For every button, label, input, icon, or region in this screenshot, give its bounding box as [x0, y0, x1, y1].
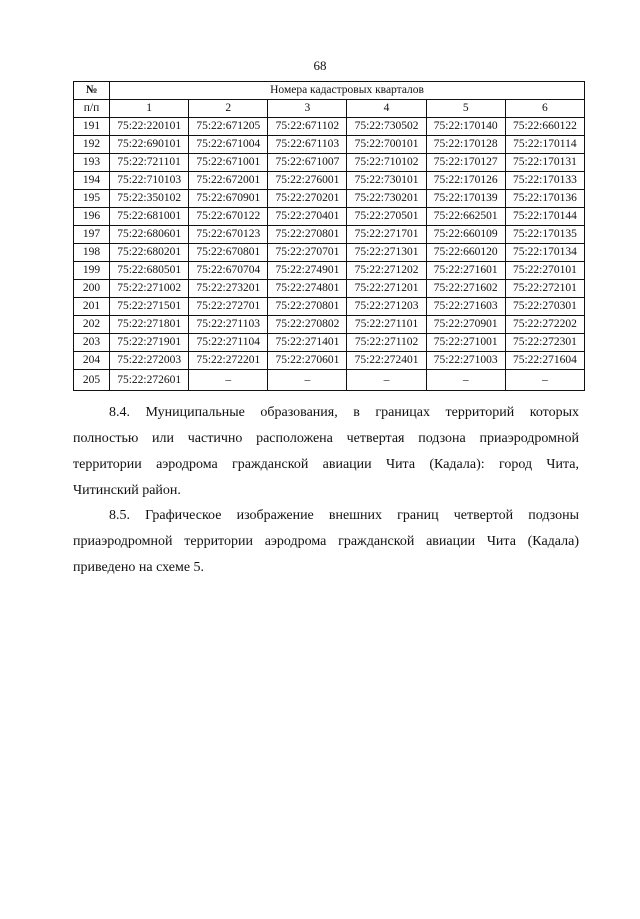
table-cell: 75:22:272201 [189, 352, 268, 370]
table-cell: 75:22:271401 [268, 334, 347, 352]
table-row [74, 298, 585, 316]
row-number: 197 [74, 226, 110, 244]
table-cell: 75:22:270701 [268, 244, 347, 262]
table-cell: 75:22:680601 [110, 226, 189, 244]
table-cell: 75:22:272003 [110, 352, 189, 370]
table-cell: 75:22:271603 [426, 298, 505, 316]
table-cell: 75:22:270501 [347, 208, 426, 226]
table-cell: 75:22:670122 [189, 208, 268, 226]
paragraph-line: приаэродромной территории аэродрома гражданской авиации Чита (Кадала) [73, 534, 579, 549]
table-cell: 75:22:680501 [110, 262, 189, 280]
row-number: 199 [74, 262, 110, 280]
table-cell: 75:22:271801 [110, 316, 189, 334]
table-cell: 75:22:220101 [110, 118, 189, 136]
table-cell: 75:22:671004 [189, 136, 268, 154]
table-cell: 75:22:671205 [189, 118, 268, 136]
paragraph-line: Читинский район. [73, 483, 181, 498]
column-number: 4 [347, 100, 426, 118]
table-cell: – [189, 370, 268, 391]
table-cell: 75:22:690101 [110, 136, 189, 154]
table-cell: 75:22:730201 [347, 190, 426, 208]
table-row [74, 208, 585, 226]
table-cell: 75:22:681001 [110, 208, 189, 226]
table-cell: 75:22:271102 [347, 334, 426, 352]
row-number: 196 [74, 208, 110, 226]
table-cell: 75:22:670704 [189, 262, 268, 280]
table-row [74, 370, 585, 391]
table-cell: 75:22:273201 [189, 280, 268, 298]
table-cell: 75:22:170128 [426, 136, 505, 154]
table-row [74, 136, 585, 154]
paragraph-line: 8.4. Муниципальные образования, в границах территорий которых [109, 405, 579, 420]
table-row [74, 190, 585, 208]
page-number: 68 [313, 58, 327, 73]
table-cell: 75:22:270802 [268, 316, 347, 334]
table-cell: – [426, 370, 505, 391]
table-cell: 75:22:271601 [426, 262, 505, 280]
group-header: Номера кадастровых кварталов [110, 82, 585, 100]
table-cell: 75:22:271001 [426, 334, 505, 352]
table-cell: 75:22:271103 [189, 316, 268, 334]
table-cell: 75:22:671102 [268, 118, 347, 136]
table-cell: 75:22:270601 [268, 352, 347, 370]
paragraph-line: 8.5. Графическое изображение внешних границ четвертой подзоны [109, 508, 579, 523]
table-cell: 75:22:271203 [347, 298, 426, 316]
table-row [74, 334, 585, 352]
row-number: 198 [74, 244, 110, 262]
table-cell: 75:22:170127 [426, 154, 505, 172]
table-cell: 75:22:170126 [426, 172, 505, 190]
table-cell: 75:22:272401 [347, 352, 426, 370]
table-cell: 75:22:271101 [347, 316, 426, 334]
paragraph-line: территории аэродрома гражданской авиации Чита (Кадала): город Чита, [73, 457, 579, 472]
table-row [74, 352, 585, 370]
table-cell: 75:22:660109 [426, 226, 505, 244]
table-cell: 75:22:170135 [505, 226, 584, 244]
table-cell: 75:22:270901 [426, 316, 505, 334]
table-cell: 75:22:170144 [505, 208, 584, 226]
table-cell: 75:22:730101 [347, 172, 426, 190]
row-number: 203 [74, 334, 110, 352]
table-cell: 75:22:670123 [189, 226, 268, 244]
table-cell: 75:22:271003 [426, 352, 505, 370]
number-subheader: п/п [74, 100, 110, 118]
row-number: 195 [74, 190, 110, 208]
table-cell: 75:22:170140 [426, 118, 505, 136]
number-header: № [74, 82, 110, 100]
table-cell: 75:22:170134 [505, 244, 584, 262]
table-cell: 75:22:670801 [189, 244, 268, 262]
cadastral-table [73, 81, 585, 391]
table-cell: 75:22:272101 [505, 280, 584, 298]
table-cell: 75:22:271602 [426, 280, 505, 298]
table-cell: 75:22:272301 [505, 334, 584, 352]
row-number: 194 [74, 172, 110, 190]
table-cell: 75:22:271604 [505, 352, 584, 370]
table-row [74, 316, 585, 334]
table-cell: 75:22:271501 [110, 298, 189, 316]
table-cell: 75:22:271701 [347, 226, 426, 244]
table-cell: – [347, 370, 426, 391]
table-cell: 75:22:270801 [268, 298, 347, 316]
table-cell: 75:22:671103 [268, 136, 347, 154]
table-cell: 75:22:680201 [110, 244, 189, 262]
table-cell: 75:22:270801 [268, 226, 347, 244]
paragraph-line: приведено на схеме 5. [73, 560, 205, 575]
row-number: 201 [74, 298, 110, 316]
table-cell: 75:22:730502 [347, 118, 426, 136]
table-row [74, 262, 585, 280]
row-number: 204 [74, 352, 110, 370]
table-cell: 75:22:270401 [268, 208, 347, 226]
row-number: 191 [74, 118, 110, 136]
table-cell: 75:22:710102 [347, 154, 426, 172]
table-cell: 75:22:170131 [505, 154, 584, 172]
table-body [74, 118, 585, 391]
table-cell: 75:22:270201 [268, 190, 347, 208]
column-number: 6 [505, 100, 584, 118]
table-cell: 75:22:170136 [505, 190, 584, 208]
table-cell: 75:22:672001 [189, 172, 268, 190]
row-number: 202 [74, 316, 110, 334]
table-cell: 75:22:271201 [347, 280, 426, 298]
table-cell: 75:22:276001 [268, 172, 347, 190]
table-row [74, 280, 585, 298]
table-cell: 75:22:271301 [347, 244, 426, 262]
table-cell: 75:22:170133 [505, 172, 584, 190]
paragraph-8-5 [73, 503, 579, 581]
table-cell: 75:22:272701 [189, 298, 268, 316]
table-cell: 75:22:271901 [110, 334, 189, 352]
table-cell: 75:22:270301 [505, 298, 584, 316]
table-cell: 75:22:271002 [110, 280, 189, 298]
row-number: 193 [74, 154, 110, 172]
table-cell: – [268, 370, 347, 391]
row-number: 200 [74, 280, 110, 298]
column-number: 3 [268, 100, 347, 118]
table-row [74, 172, 585, 190]
paragraph-line: полностью или частично расположена четвертая подзона приаэродромной [73, 431, 579, 446]
table-cell: 75:22:272601 [110, 370, 189, 391]
paragraph-8-4 [73, 400, 579, 504]
row-number: 192 [74, 136, 110, 154]
table-cell: 75:22:170139 [426, 190, 505, 208]
table-cell: 75:22:671001 [189, 154, 268, 172]
table-header-row [74, 82, 585, 100]
row-number: 205 [74, 370, 110, 391]
table-cell: 75:22:271104 [189, 334, 268, 352]
table-cell: 75:22:272202 [505, 316, 584, 334]
column-number: 5 [426, 100, 505, 118]
table-cell: 75:22:660120 [426, 244, 505, 262]
table-row [74, 226, 585, 244]
table-cell: – [505, 370, 584, 391]
table-row [74, 244, 585, 262]
table-cell: 75:22:271202 [347, 262, 426, 280]
table-cell: 75:22:170114 [505, 136, 584, 154]
table-subheader-row [74, 100, 585, 118]
table-cell: 75:22:274901 [268, 262, 347, 280]
table-row [74, 118, 585, 136]
table-row [74, 154, 585, 172]
table-cell: 75:22:662501 [426, 208, 505, 226]
table-cell: 75:22:710103 [110, 172, 189, 190]
column-number: 1 [110, 100, 189, 118]
table-cell: 75:22:671007 [268, 154, 347, 172]
table-cell: 75:22:721101 [110, 154, 189, 172]
table-cell: 75:22:270101 [505, 262, 584, 280]
table-cell: 75:22:700101 [347, 136, 426, 154]
table-cell: 75:22:350102 [110, 190, 189, 208]
table-cell: 75:22:670901 [189, 190, 268, 208]
column-number: 2 [189, 100, 268, 118]
table-cell: 75:22:274801 [268, 280, 347, 298]
table-cell: 75:22:660122 [505, 118, 584, 136]
